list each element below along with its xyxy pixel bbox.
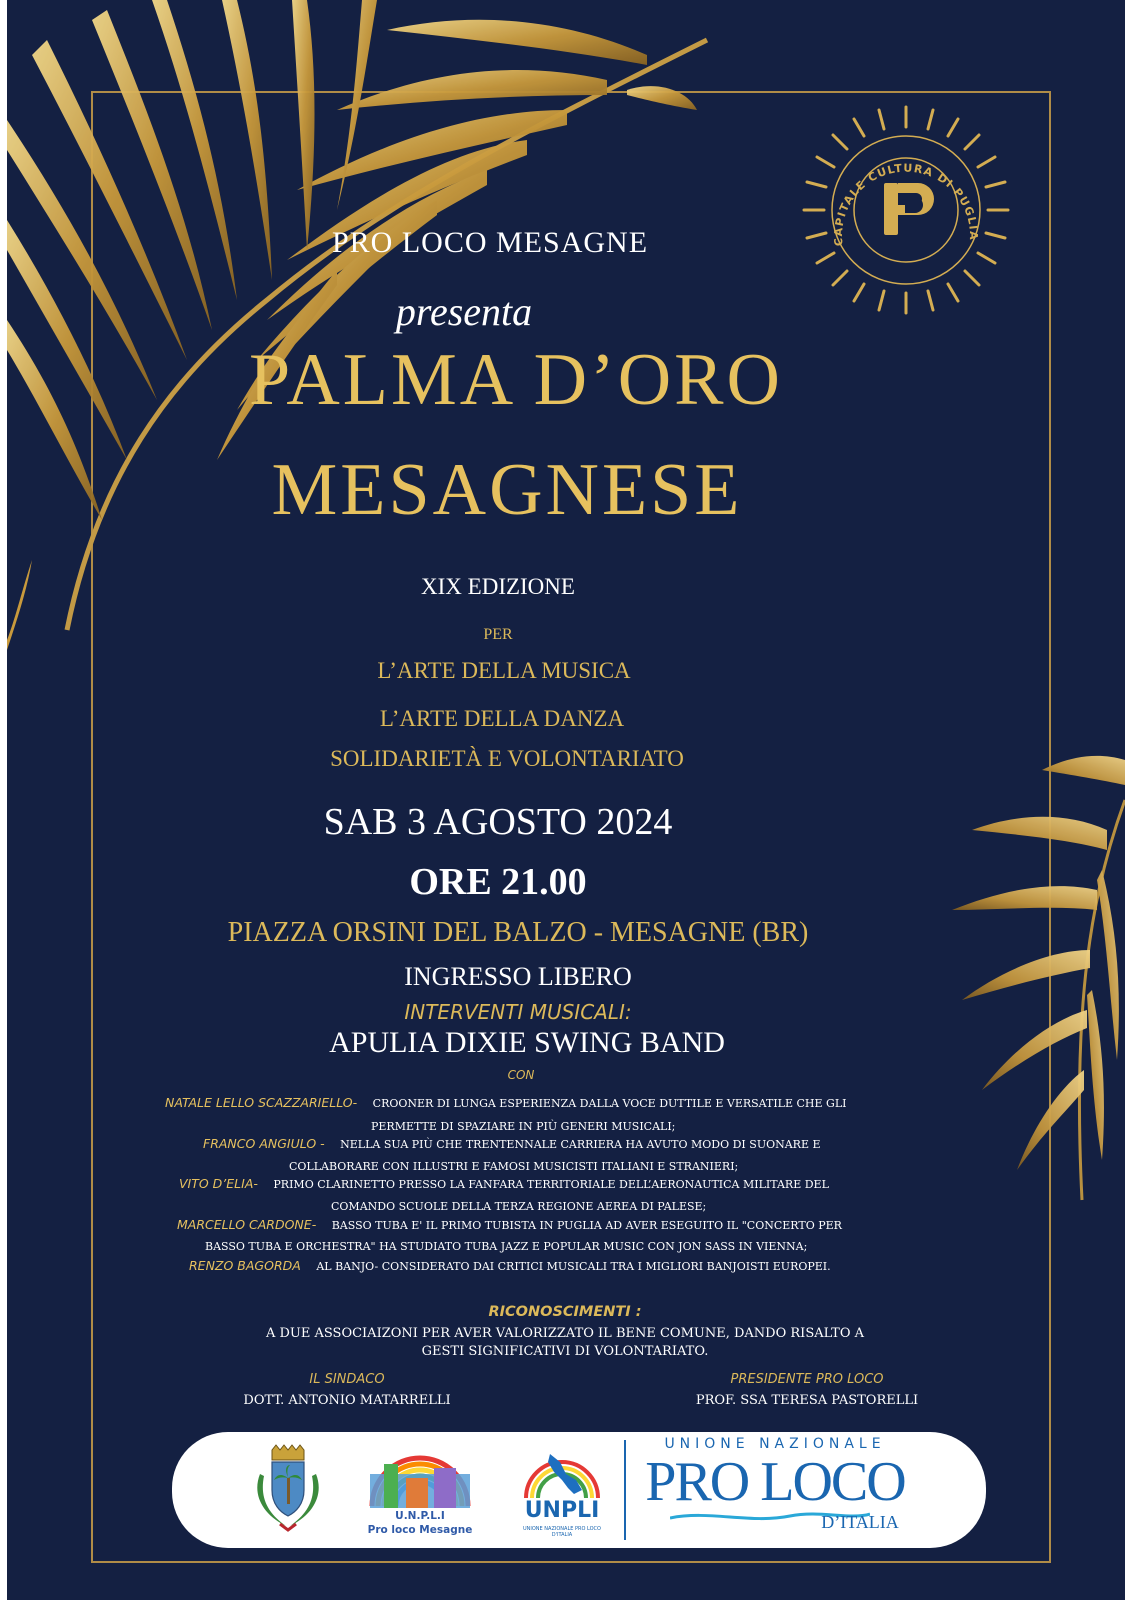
musician-2-line-1	[203, 1136, 821, 1151]
pro-loco-italia-logo	[640, 1434, 930, 1544]
event-entry: INGRESSO LIBERO	[404, 962, 632, 991]
musician-5-desc-1: AL BANJO- CONSIDERATO DAI CRITICI MUSICALI TRA I MIGLIORI BANJOISTI EUROPEI.	[316, 1260, 831, 1273]
musician-1-line-1	[165, 1095, 847, 1110]
national-top-text: UNIONE NAZIONALE	[664, 1436, 886, 1452]
musician-4-name: MARCELLO CARDONE	[177, 1217, 312, 1232]
italy-rainbow-icon	[516, 1444, 608, 1500]
event-date: SAB 3 AGOSTO 2024	[323, 801, 673, 843]
event-time: ORE 21.00	[409, 861, 587, 903]
musician-3-desc-2: COMANDO SCUOLE DELLA TERZA REGIONE AEREA DI PALESE;	[331, 1200, 707, 1213]
awards-line-2: GESTI SIGNIFICATIVI DI VOLONTARIATO.	[421, 1344, 709, 1359]
national-main-text: PRO LOCO	[645, 1451, 905, 1513]
mayor-role: IL SINDACO	[309, 1372, 385, 1387]
awards-line-1: A DUE ASSOCIAIZONI PER AVER VALORIZZATO IL BENE COMUNE, DANDO RISALTO A	[265, 1326, 865, 1341]
capitale-cultura-seal	[801, 105, 1011, 315]
logo-bar	[172, 1432, 986, 1548]
musician-1-separator: -	[352, 1095, 358, 1110]
per-text: PER	[483, 626, 513, 643]
rainbow-castle-icon	[364, 1438, 476, 1510]
music-heading: INTERVENTI MUSICALI:	[404, 1000, 632, 1024]
category-music: L’ARTE DELLA MUSICA	[377, 658, 631, 683]
event-place: PIAZZA ORSINI DEL BALZO - MESAGNE (BR)	[227, 917, 809, 948]
awards-heading: RICONOSCIMENTI :	[488, 1304, 642, 1320]
logo-divider	[624, 1440, 626, 1540]
unpli-local-line-2: Pro loco Mesagne	[367, 1524, 473, 1536]
poster	[7, 0, 1125, 1600]
presents-text: presenta	[395, 289, 533, 334]
category-dance: L’ARTE DELLA DANZA	[379, 706, 625, 731]
unpli-logo	[516, 1444, 608, 1542]
musician-4-desc-2: BASSO TUBA E ORCHESTRA" HA STUDIATO TUBA JAZZ E POPULAR MUSIC CON JON SASS IN VIENNA;	[205, 1240, 808, 1253]
title-line-2: MESAGNESE	[271, 449, 743, 531]
musician-3-separator: -	[253, 1176, 258, 1191]
coat-of-arms-icon	[246, 1444, 330, 1536]
mayor-name: DOTT. ANTONIO MATARRELLI	[243, 1393, 451, 1408]
president-role: PRESIDENTE PRO LOCO	[730, 1372, 884, 1387]
musician-2-separator: -	[316, 1136, 325, 1151]
unpli-local-line-1: U.N.P.L.I	[395, 1510, 445, 1522]
musician-4-line-1	[177, 1217, 842, 1232]
unpli-subtext: UNIONE NAZIONALE PRO LOCO D'ITALIA	[523, 1526, 601, 1538]
con-text: CON	[507, 1068, 535, 1082]
musician-4-desc-1: BASSO TUBA E' IL PRIMO TUBISTA IN PUGLIA AD AVER ESEGUITO IL "CONCERTO PER	[331, 1219, 842, 1232]
musician-5-line-1	[189, 1258, 831, 1273]
edition-text: XIX EDIZIONE	[421, 574, 575, 599]
musician-4-separator: -	[311, 1217, 317, 1232]
title-line-1: PALMA D’ORO	[249, 339, 783, 421]
unpli-text: UNPLI	[524, 1498, 600, 1523]
unpli-mesagne-logo	[364, 1438, 476, 1544]
musician-2-desc-2: COLLABORARE CON ILLUSTRI E FAMOSI MUSICISTI ITALIANI E STRANIERI;	[289, 1160, 739, 1173]
musician-5-name: RENZO BAGORDA	[189, 1258, 301, 1273]
organizer-name: PRO LOCO MESAGNE	[331, 226, 649, 259]
musician-3-name: VITO D’ELIA	[179, 1176, 254, 1191]
musician-3-line-1	[179, 1176, 829, 1191]
musician-1-desc-2: PERMETTE DI SPAZIARE IN PIÙ GENERI MUSICALI;	[371, 1120, 676, 1133]
musician-1-desc-1: CROONER DI LUNGA ESPERIENZA DALLA VOCE DUTTILE E VERSATILE CHE GLI	[372, 1097, 847, 1110]
band-name: APULIA DIXIE SWING BAND	[329, 1026, 725, 1059]
president-name: PROF. SSA TERESA PASTORELLI	[695, 1393, 919, 1408]
musician-2-name: FRANCO ANGIULO	[203, 1136, 317, 1151]
category-volunteering: SOLIDARIETÀ E VOLONTARIATO	[330, 746, 684, 771]
musician-3-desc-1: PRIMO CLARINETTO PRESSO LA FANFARA TERRITORIALE DELL’AERONAUTICA MILITARE DEL	[273, 1178, 829, 1191]
musician-1-name: NATALE LELLO SCAZZARIELLO	[165, 1095, 353, 1110]
svg-text:CAPITALE CULTURA DI PUGLIA: CAPITALE CULTURA DI PUGLIA	[831, 161, 981, 247]
musician-2-desc-1: NELLA SUA PIÙ CHE TRENTENNALE CARRIERA HA AVUTO MODO DI SUONARE E	[340, 1138, 821, 1151]
seal-graphic	[801, 105, 1011, 315]
national-bottom-text: D’ITALIA	[821, 1512, 899, 1532]
